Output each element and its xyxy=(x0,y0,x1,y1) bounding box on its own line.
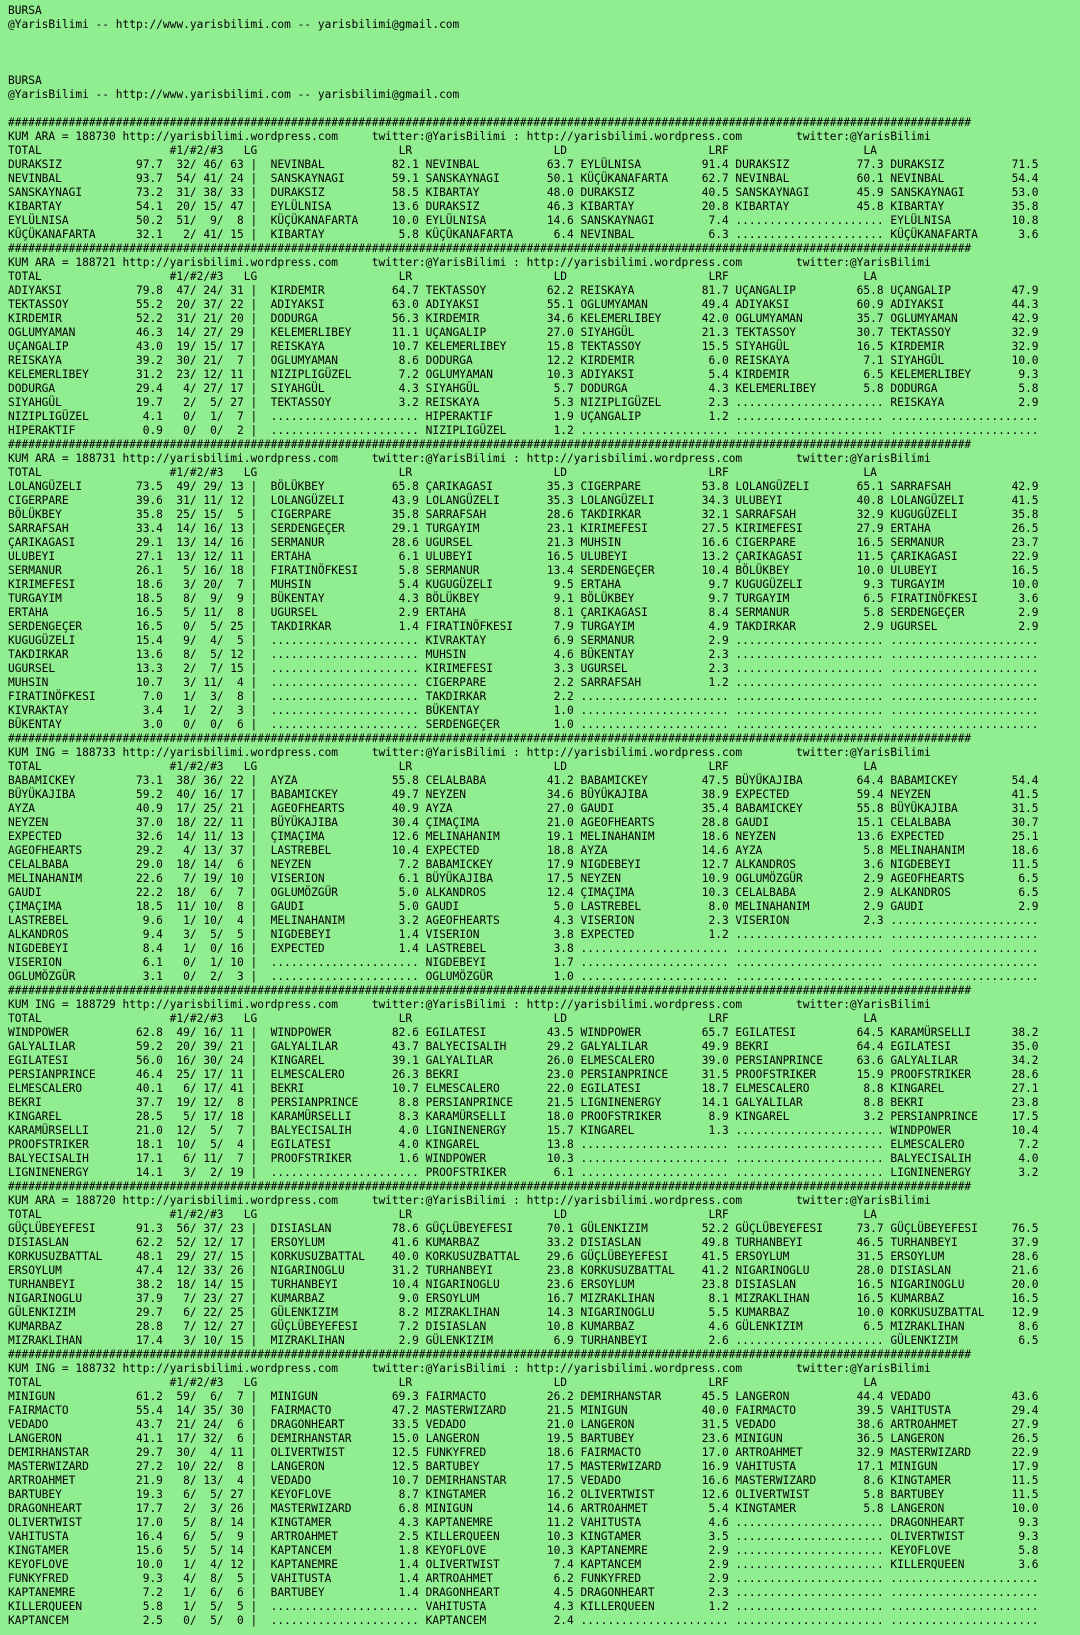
header-contact: @YarisBilimi -- http://www.yarisbilimi.com -- yarisbilimi@gmail.com xyxy=(8,18,460,31)
header-title: BURSA xyxy=(8,4,42,17)
results-report: BURSA @YarisBilimi -- http://www.yarisbilimi.com -- yarisbilimi@gmail.com ############################################################################################################################################### KUM ARA = 188730 http://yarisbilimi.wordpress.com twitter:@YarisBilimi : http://yarisbilimi.wordpress.com twitter:@YarisBilimi TOTAL #1/#2/#3 LG LR LD LRF LA DURAKSIZ 97.7 32/ 46/ 63 | NEVINBAL 82.1 NEVINBAL 63.7 EYLÜLNISA 91.4 DURAKSIZ 77.3 DURAKSIZ 71.5 NEVINBAL 93.7 54/ 41/ 24 | SANSKAYNAGI 59.1 SANSKAYNAGI 50.1 KÜÇÜKANAFARTA 62.7 NEVINBAL 60.1 NEVINBAL 54.4 SANSKAYNAGI 73.2 31/ 38/ 33 | DURAKSIZ 58.5 KIBARTAY 48.0 DURAKSIZ 40.5 SANSKAYNAGI 45.9 SANSKAYNAGI 53.0 KIBARTAY 54.1 20/ 15/ 47 | EYLÜLNISA 13.6 DURAKSIZ 46.3 KIBARTAY 20.8 KIBARTAY 45.8 KIBARTAY 35.8 EYLÜLNISA 50.2 51/ 9/ 8 | KÜÇÜKANAFARTA 10.0 EYLÜLNISA 14.6 SANSKAYNAGI 7.4 ...................... EYLÜLNISA 10.8 KÜÇÜKANAFARTA 32.1 2/ 41/ 15 | KIBARTAY 5.8 KÜÇÜKANAFARTA 6.4 NEVINBAL 6.3 ...................... KÜÇÜKANAFARTA 3.6 ############################################################################################################################################### KUM ARA = 188721 http://yarisbilimi.wordpress.com twitter:@YarisBilimi : http://yarisbilimi.wordpress.com twitter:@YarisBilimi TOTAL #1/#2/#3 LG LR LD LRF LA ADIYAKSI 79.8 47/ 24/ 31 | KIRDEMIR 64.7 TEKTASSOY 62.2 REISKAYA 81.7 UÇANGALIP 65.8 UÇANGALIP 47.9 TEKTASSOY 55.2 20/ 37/ 22 | ADIYAKSI 63.0 ADIYAKSI 55.1 OGLUMYAMAN 49.4 ADIYAKSI 60.9 ADIYAKSI 44.3 KIRDEMIR 52.2 31/ 21/ 20 | DODURGA 56.3 KIRDEMIR 34.6 KELEMERLIBEY 42.0 OGLUMYAMAN 35.7 OGLUMYAMAN 42.9 OGLUMYAMAN 46.3 14/ 27/ 29 | KELEMERLIBEY 11.1 UÇANGALIP 27.0 SIYAHGÜL 21.3 TEKTASSOY 30.7 TEKTASSOY 32.9 UÇANGALIP 43.0 19/ 15/ 17 | REISKAYA 10.7 KELEMERLIBEY 15.8 TEKTASSOY 15.5 SIYAHGÜL 16.5 KIRDEMIR 32.9 REISKAYA 39.2 30/ 21/ 7 | OGLUMYAMAN 8.6 DODURGA 12.2 KIRDEMIR 6.0 REISKAYA 7.1 SIYAHGÜL 10.0 KELEMERLIBEY 31.2 23/ 12/ 11 | NIZIPLIGÜZEL 7.2 OGLUMYAMAN 10.3 ADIYAKSI 5.4 KIRDEMIR 6.5 KELEMERLIBEY 9.3 DODURGA 29.4 4/ 27/ 17 | SIYAHGÜL 4.3 SIYAHGÜL 5.7 DODURGA 4.3 KELEMERLIBEY 5.8 DODURGA 5.8 SIYAHGÜL 19.7 2/ 5/ 27 | TEKTASSOY 3.2 REISKAYA 5.3 NIZIPLIGÜZEL 2.3 ...................... REISKAYA 2.9 NIZIPLIGÜZEL 4.1 0/ 1/ 7 | ...................... HIPERAKTIF 1.9 UÇANGALIP 1.2 ...................... ...................... HIPERAKTIF 0.9 0/ 0/ 2 | ...................... NIZIPLIGÜZEL 1.2 ...................... ...................... ...................... ############################################################################################################################################### KUM ARA = 188731 http://yarisbilimi.wordpress.com twitter:@YarisBilimi : http://yarisbilimi.wordpress.com twitter:@YarisBilimi TOTAL #1/#2/#3 LG LR LD LRF LA LOLANGÜZELI 73.5 49/ 29/ 13 | BÖLÜKBEY 65.8 ÇARIKAGASI 35.3 CIGERPARE 53.8 LOLANGÜZELI 65.1 SARRAFSAH 42.9 CIGERPARE 39.6 31/ 11/ 12 | LOLANGÜZELI 43.9 LOLANGÜZELI 35.3 LOLANGÜZELI 34.3 ULUBEYI 40.8 LOLANGÜZELI 41.5 BÖLÜKBEY 35.8 25/ 15/ 5 | CIGERPARE 35.8 SARRAFSAH 28.6 TAKDIRKAR 32.1 SARRAFSAH 32.9 KUGUGÜZELI 35.8 SARRAFSAH 33.4 14/ 16/ 13 | SERDENGEÇER 29.1 TURGAYIM 23.1 KIRIMEFESI 27.5 KIRIMEFESI 27.9 ERTAHA 26.5 ÇARIKAGASI 29.1 13/ 14/ 16 | SERMANUR 28.6 UGURSEL 21.3 MUHSIN 16.6 CIGERPARE 16.5 SERMANUR 23.7 ULUBEYI 27.1 13/ 12/ 11 | ERTAHA 6.1 ULUBEYI 16.5 ULUBEYI 13.2 ÇARIKAGASI 11.5 ÇARIKAGASI 22.9 SERMANUR 26.1 5/ 16/ 18 | FIRATINÖFKESI 5.8 SERMANUR 13.4 SERDENGEÇER 10.4 BÖLÜKBEY 10.0 ULUBEYI 16.5 KIRIMEFESI 18.6 3/ 20/ 7 | MUHSIN 5.4 KUGUGÜZELI 9.5 ERTAHA 9.7 KUGUGÜZELI 9.3 TURGAYIM 10.0 TURGAYIM 18.5 8/ 9/ 9 | BÜKENTAY 4.3 BÖLÜKBEY 9.1 BÖLÜKBEY 9.7 TURGAYIM 6.5 FIRATINÖFKESI 3.6 ERTAHA 16.5 5/ 11/ 8 | UGURSEL 2.9 ERTAHA 8.1 ÇARIKAGASI 8.4 SERMANUR 5.8 SERDENGEÇER 2.9 SERDENGEÇER 16.5 0/ 5/ 25 | TAKDIRKAR 1.4 FIRATINÖFKESI 7.9 TURGAYIM 4.9 TAKDIRKAR 2.9 UGURSEL 2.9 KUGUGÜZELI 15.4 9/ 4/ 5 | ...................... KIVRAKTAY 6.9 SERMANUR 2.9 ...................... ...................... TAKDIRKAR 13.6 8/ 5/ 12 | ...................... MUHSIN 4.6 BÜKENTAY 2.3 ...................... ...................... UGURSEL 13.3 2/ 7/ 15 | ...................... KIRIMEFESI 3.3 UGURSEL 2.3 ...................... ...................... MUHSIN 10.7 3/ 11/ 4 | ...................... CIGERPARE 2.2 SARRAFSAH 1.2 ...................... ...................... FIRATINÖFKESI 7.0 1/ 3/ 8 | ...................... TAKDIRKAR 2.2 ...................... ...................... ...................... KIVRAKTAY 3.4 1/ 2/ 3 | ...................... BÜKENTAY 1.0 ...................... ...................... ...................... BÜKENTAY 3.0 0/ 0/ 6 | ...................... SERDENGEÇER 1.0 ...................... ...................... ...................... ############################################################################################################################################### KUM ING = 188733 http://yarisbilimi.wordpress.com twitter:@YarisBilimi : http://yarisbilimi.wordpress.com twitter:@YarisBilimi TOTAL #1/#2/#3 LG LR LD LRF LA BABAMICKEY 73.1 38/ 36/ 22 | AYZA 55.8 CELALBABA 41.2 BABAMICKEY 47.5 BÜYÜKAJIBA 64.4 BABAMICKEY 54.4 BÜYÜKAJIBA 59.2 40/ 16/ 17 | BABAMICKEY 49.7 NEYZEN 34.6 BÜYÜKAJIBA 38.9 EXPECTED 59.4 NEYZEN 41.5 AYZA 40.9 17/ 25/ 21 | AGEOFHEARTS 40.9 AYZA 27.0 GAUDI 35.4 BABAMICKEY 55.8 BÜYÜKAJIBA 31.5 NEYZEN 37.0 18/ 22/ 11 | BÜYÜKAJIBA 30.4 ÇIMAÇIMA 21.0 AGEOFHEARTS 28.8 GAUDI 15.1 CELALBABA 30.7 EXPECTED 32.6 14/ 11/ 13 | ÇIMAÇIMA 12.6 MELINAHANIM 19.1 MELINAHANIM 18.6 NEYZEN 13.6 EXPECTED 25.1 AGEOFHEARTS 29.2 4/ 13/ 37 | LASTREBEL 10.4 EXPECTED 18.8 AYZA 14.6 AYZA 5.8 MELINAHANIM 18.6 CELALBABA 29.0 18/ 14/ 6 | NEYZEN 7.2 BABAMICKEY 17.9 NIGDEBEYI 12.7 ALKANDROS 3.6 NIGDEBEYI 11.5 MELINAHANIM 22.6 7/ 19/ 10 | VISERION 6.1 BÜYÜKAJIBA 17.5 NEYZEN 10.9 OGLUMÖZGÜR 2.9 AGEOFHEARTS 6.5 GAUDI 22.2 18/ 6/ 7 | OGLUMÖZGÜR 5.0 ALKANDROS 12.4 ÇIMAÇIMA 10.3 CELALBABA 2.9 ALKANDROS 6.5 ÇIMAÇIMA 18.5 11/ 10/ 8 | GAUDI 5.0 GAUDI 5.0 LASTREBEL 8.0 MELINAHANIM 2.9 GAUDI 2.9 LASTREBEL 9.6 1/ 10/ 4 | MELINAHANIM 3.2 AGEOFHEARTS 4.3 VISERION 2.3 VISERION 2.3 ...................... ALKANDROS 9.4 3/ 5/ 5 | NIGDEBEYI 1.4 VISERION 3.8 EXPECTED 1.2 ...................... ...................... NIGDEBEYI 8.4 1/ 0/ 16 | EXPECTED 1.4 LASTREBEL 3.8 ...................... ...................... ...................... VISERION 6.1 0/ 1/ 10 | ...................... NIGDEBEYI 1.7 ...................... ...................... ...................... OGLUMÖZGÜR 3.1 0/ 2/ 3 | ...................... OGLUMÖZGÜR 1.0 ...................... ...................... ...................... ############################################################################################################################################### KUM ING = 188729 http://yarisbilimi.wordpress.com twitter:@YarisBilimi : http://yarisbilimi.wordpress.com twitter:@YarisBilimi TOTAL #1/#2/#3 LG LR LD LRF LA WINDPOWER 62.8 49/ 16/ 11 | WINDPOWER 82.6 EGILATESI 43.5 WINDPOWER 65.7 EGILATESI 64.5 KARAMÜRSELLI 38.2 GALYALILAR 59.2 20/ 39/ 21 | GALYALILAR 43.7 BALYECISALIH 29.2 GALYALILAR 49.9 BEKRI 64.4 EGILATESI 35.0 EGILATESI 56.0 16/ 30/ 24 | KINGAREL 39.1 GALYALILAR 26.0 ELMESCALERO 39.0 PERSIANPRINCE 63.6 GALYALILAR 34.2 PERSIANPRINCE 46.4 25/ 17/ 11 | ELMESCALERO 26.3 BEKRI 23.0 PERSIANPRINCE 31.5 PROOFSTRIKER 15.9 PROOFSTRIKER 28.6 ELMESCALERO 40.1 6/ 17/ 41 | BEKRI 10.7 ELMESCALERO 22.0 EGILATESI 18.7 ELMESCALERO 8.8 KINGAREL 27.1 BEKRI 37.7 19/ 12/ 8 | PERSIANPRINCE 8.8 PERSIANPRINCE 21.5 LIGNINENERGY 14.1 GALYALILAR 8.8 BEKRI 23.8 KINGAREL 28.5 5/ 17/ 18 | KARAMÜRSELLI 8.3 KARAMÜRSELLI 18.0 PROOFSTRIKER 8.9 KINGAREL 3.2 PERSIANPRINCE 17.5 KARAMÜRSELLI 21.0 12/ 5/ 7 | BALYECISALIH 4.0 LIGNINENERGY 15.7 KINGAREL 1.3 ...................... WINDPOWER 10.4 PROOFSTRIKER 18.1 10/ 5/ 4 | EGILATESI 4.0 KINGAREL 13.8 ...................... ...................... ELMESCALERO 7.2 BALYECISALIH 17.1 6/ 11/ 7 | PROOFSTRIKER 1.6 WINDPOWER 10.3 ...................... ...................... BALYECISALIH 4.0 LIGNINENERGY 14.1 3/ 2/ 19 | ...................... PROOFSTRIKER 6.1 ...................... ...................... LIGNINENERGY 3.2 ############################################################################################################################################### KUM ARA = 188720 http://yarisbilimi.wordpress.com twitter:@YarisBilimi : http://yarisbilimi.wordpress.com twitter:@YarisBilimi TOTAL #1/#2/#3 LG LR LD LRF LA GÜÇLÜBEYEFESI 91.3 56/ 37/ 23 | DISIASLAN 78.6 GÜÇLÜBEYEFESI 70.1 GÜLENKIZIM 52.2 GÜÇLÜBEYEFESI 73.7 GÜÇLÜBEYEFESI 76.5 DISIASLAN 62.2 52/ 12/ 17 | ERSOYLUM 41.6 KUMARBAZ 33.2 DISIASLAN 49.8 TURHANBEYI 46.5 TURHANBEYI 37.9 KORKUSUZBATTAL 48.1 29/ 27/ 15 | KORKUSUZBATTAL 40.0 KORKUSUZBATTAL 29.6 GÜÇLÜBEYEFESI 41.5 ERSOYLUM 31.5 ERSOYLUM 28.6 ERSOYLUM 47.4 12/ 33/ 26 | NIGARINOGLU 31.2 TURHANBEYI 23.8 KORKUSUZBATTAL 41.2 NIGARINOGLU 28.0 DISIASLAN 21.6 TURHANBEYI 38.2 18/ 14/ 15 | TURHANBEYI 10.4 NIGARINOGLU 23.6 ERSOYLUM 23.8 DISIASLAN 16.5 NIGARINOGLU 20.0 NIGARINOGLU 37.9 7/ 23/ 27 | KUMARBAZ 9.0 ERSOYLUM 16.7 MIZRAKLIHAN 8.1 MIZRAKLIHAN 16.5 KUMARBAZ 16.5 GÜLENKIZIM 29.7 6/ 22/ 25 | GÜLENKIZIM 8.2 MIZRAKLIHAN 14.3 NIGARINOGLU 5.5 KUMARBAZ 10.0 KORKUSUZBATTAL 12.9 KUMARBAZ 28.8 7/ 12/ 27 | GÜÇLÜBEYEFESI 7.2 DISIASLAN 10.8 KUMARBAZ 4.6 GÜLENKIZIM 6.5 MIZRAKLIHAN 8.6 MIZRAKLIHAN 17.4 3/ 10/ 15 | MIZRAKLIHAN 2.9 GÜLENKIZIM 6.9 TURHANBEYI 2.6 ...................... GÜLENKIZIM 6.5 ############################################################################################################################################### KUM ING = 188732 http://yarisbilimi.wordpress.com twitter:@YarisBilimi : http://yarisbilimi.wordpress.com twitter:@YarisBilimi TOTAL #1/#2/#3 LG LR LD LRF LA MINIGUN 61.2 59/ 6/ 7 | MINIGUN 69.3 FAIRMACTO 26.2 DEMIRHANSTAR 45.5 LANGERON 44.4 VEDADO 43.6 FAIRMACTO 55.4 14/ 35/ 30 | FAIRMACTO 47.2 MASTERWIZARD 21.5 MINIGUN 40.0 FAIRMACTO 39.5 VAHITUSTA 29.4 VEDADO 43.7 21/ 24/ 6 | DRAGONHEART 33.5 VEDADO 21.0 LANGERON 31.5 VEDADO 38.6 ARTROAHMET 27.9 LANGERON 41.1 17/ 32/ 6 | DEMIRHANSTAR 15.0 LANGERON 19.5 BARTUBEY 23.6 MINIGUN 36.5 LANGERON 26.5 DEMIRHANSTAR 29.7 30/ 4/ 11 | OLIVERTWIST 12.5 FUNKYFRED 18.6 FAIRMACTO 17.0 ARTROAHMET 32.9 MASTERWIZARD 22.9 MASTERWIZARD 27.2 10/ 22/ 8 | LANGERON 12.5 BARTUBEY 17.5 MASTERWIZARD 16.9 VAHITUSTA 17.1 MINIGUN 17.9 ARTROAHMET 21.9 8/ 13/ 4 | VEDADO 10.7 DEMIRHANSTAR 17.5 VEDADO 16.6 MASTERWIZARD 8.6 KINGTAMER 11.5 BARTUBEY 19.3 6/ 5/ 27 | KEYOFLOVE 8.7 KINGTAMER 16.2 OLIVERTWIST 12.6 OLIVERTWIST 5.8 BARTUBEY 11.5 DRAGONHEART 17.7 2/ 3/ 26 | MASTERWIZARD 6.8 MINIGUN 14.6 ARTROAHMET 5.4 KINGTAMER 5.8 LANGERON 10.0 OLIVERTWIST 17.0 5/ 8/ 14 | KINGTAMER 4.3 KAPTANEMRE 11.2 VAHITUSTA 4.6 ...................... DRAGONHEART 9.3 VAHITUSTA 16.4 6/ 5/ 9 | ARTROAHMET 2.5 KILLERQUEEN 10.3 KINGTAMER 3.5 ...................... OLIVERTWIST 9.3 KINGTAMER 15.6 5/ 5/ 14 | KAPTANCEM 1.8 KEYOFLOVE 10.3 KAPTANEMRE 2.9 ...................... KEYOFLOVE 5.8 KEYOFLOVE 10.0 1/ 4/ 12 | KAPTANEMRE 1.4 OLIVERTWIST 7.4 KAPTANCEM 2.9 ...................... KILLERQUEEN 3.6 FUNKYFRED 9.3 4/ 8/ 5 | VAHITUSTA 1.4 ARTROAHMET 6.2 FUNKYFRED 2.9 ...................... ...................... KAPTANEMRE 7.2 1/ 6/ 6 | BARTUBEY 1.4 DRAGONHEART 4.5 DRAGONHEART 2.3 ...................... ...................... KILLERQUEEN 5.8 1/ 5/ 5 | ...................... VAHITUSTA 4.3 KILLERQUEEN 1.2 ...................... ...................... KAPTANCEM 2.5 0/ 5/ 0 | ...................... KAPTANCEM 2.4 ...................... ...................... ...................... xyxy=(8,74,1039,1627)
spacer xyxy=(8,32,1080,74)
